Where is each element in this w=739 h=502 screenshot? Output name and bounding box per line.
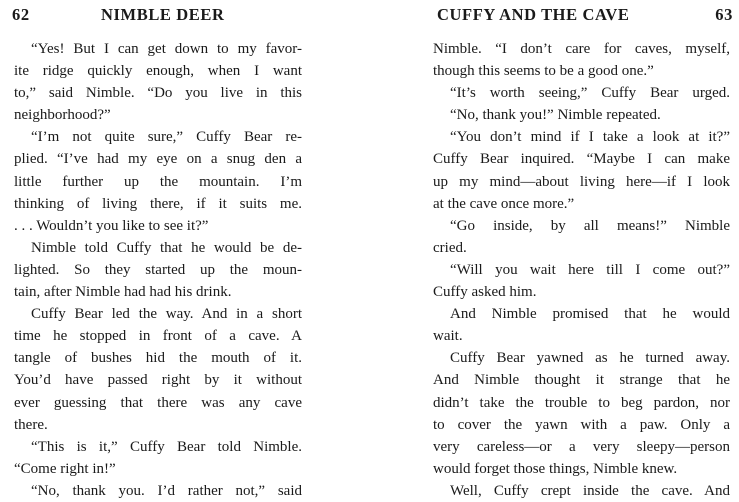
text-line: wait. [433,328,463,345]
right-page-number: 63 [715,5,733,24]
text-line: to cover the yawn with a paw. Only a [433,416,730,433]
right-page-header [437,5,733,29]
left-page-number: 62 [12,5,30,24]
text-line: time he stopped in front of a cave. A [14,328,302,345]
text-line: neighborhood?” [14,107,111,124]
text-line: . . . Wouldn’t you like to see it?” [14,217,209,234]
text-line: ite ridge quickly enough, when I want [14,63,302,80]
right-page-text [433,38,730,502]
text-line: “Will you wait here till I come out?” [450,261,730,278]
text-line: tangle of bushes hid the mouth of it. [14,350,302,367]
text-line: “Come right in!” [14,460,116,477]
text-line: lighted. So they started up the moun- [14,261,302,278]
text-line: You’d have passed right by it without [14,372,302,389]
text-line: tain, after Nimble had had his drink. [14,284,232,301]
text-line: Nimble. “I don’t care for caves, myself, [433,41,730,57]
text-line: “No, thank you. I’d rather not,” said [31,482,302,499]
text-line: “It’s worth seeing,” Cuffy Bear urged. [450,85,730,102]
text-line: very careless—or a very sleepy—person [433,438,730,455]
text-line: Cuffy asked him. [433,284,537,301]
text-line: cried. [433,239,467,256]
text-line: Cuffy Bear led the way. And in a short [31,306,302,323]
text-line: And Nimble thought it strange that he [433,372,730,389]
text-line: up my mind—about living here—if I look [433,173,730,190]
text-line: “Yes! But I can get down to my favor- [31,41,302,57]
text-line: though this seems to be a good one.” [433,63,654,80]
text-line: “I’m not quite sure,” Cuffy Bear re- [31,129,302,146]
text-line: thinking of living there, if it suits me. [14,195,302,212]
text-line: would forget those things, Nimble knew. [433,460,678,477]
text-line: “You don’t mind if I take a look at it?” [450,129,730,146]
left-page-header [12,5,346,29]
text-line: there. [14,416,48,433]
text-line: to,” said Nimble. “Do you live in this [14,85,302,102]
left-page-text [14,38,302,502]
text-line: Cuffy Bear yawned as he turned away. [450,350,730,367]
text-line: at the cave once more.” [433,195,575,212]
right-running-title: CUFFY AND THE CAVE [437,5,630,24]
text-line: “This is it,” Cuffy Bear told Nimble. [31,438,302,455]
text-line: “Go inside, by all means!” Nimble [450,217,730,234]
left-page [0,0,369,499]
text-line: Well, Cuffy crept inside the cave. And [450,482,730,499]
text-line: “No, thank you!” Nimble repeated. [450,107,661,124]
text-line: ever guessing that there was any cave [14,394,302,411]
text-line: plied. “I’ve had my eye on a snug den a [14,151,302,168]
text-line: little further up the mountain. I’m [14,173,302,190]
right-page [369,0,739,499]
text-line: And Nimble promised that he would [450,306,730,323]
text-line: Nimble told Cuffy that he would be de- [31,239,302,256]
text-line: Cuffy Bear inquired. “Maybe I can make [433,151,730,168]
left-running-title: NIMBLE DEER [101,5,225,24]
text-line: didn’t take the trouble to beg pardon, nor [433,394,730,411]
